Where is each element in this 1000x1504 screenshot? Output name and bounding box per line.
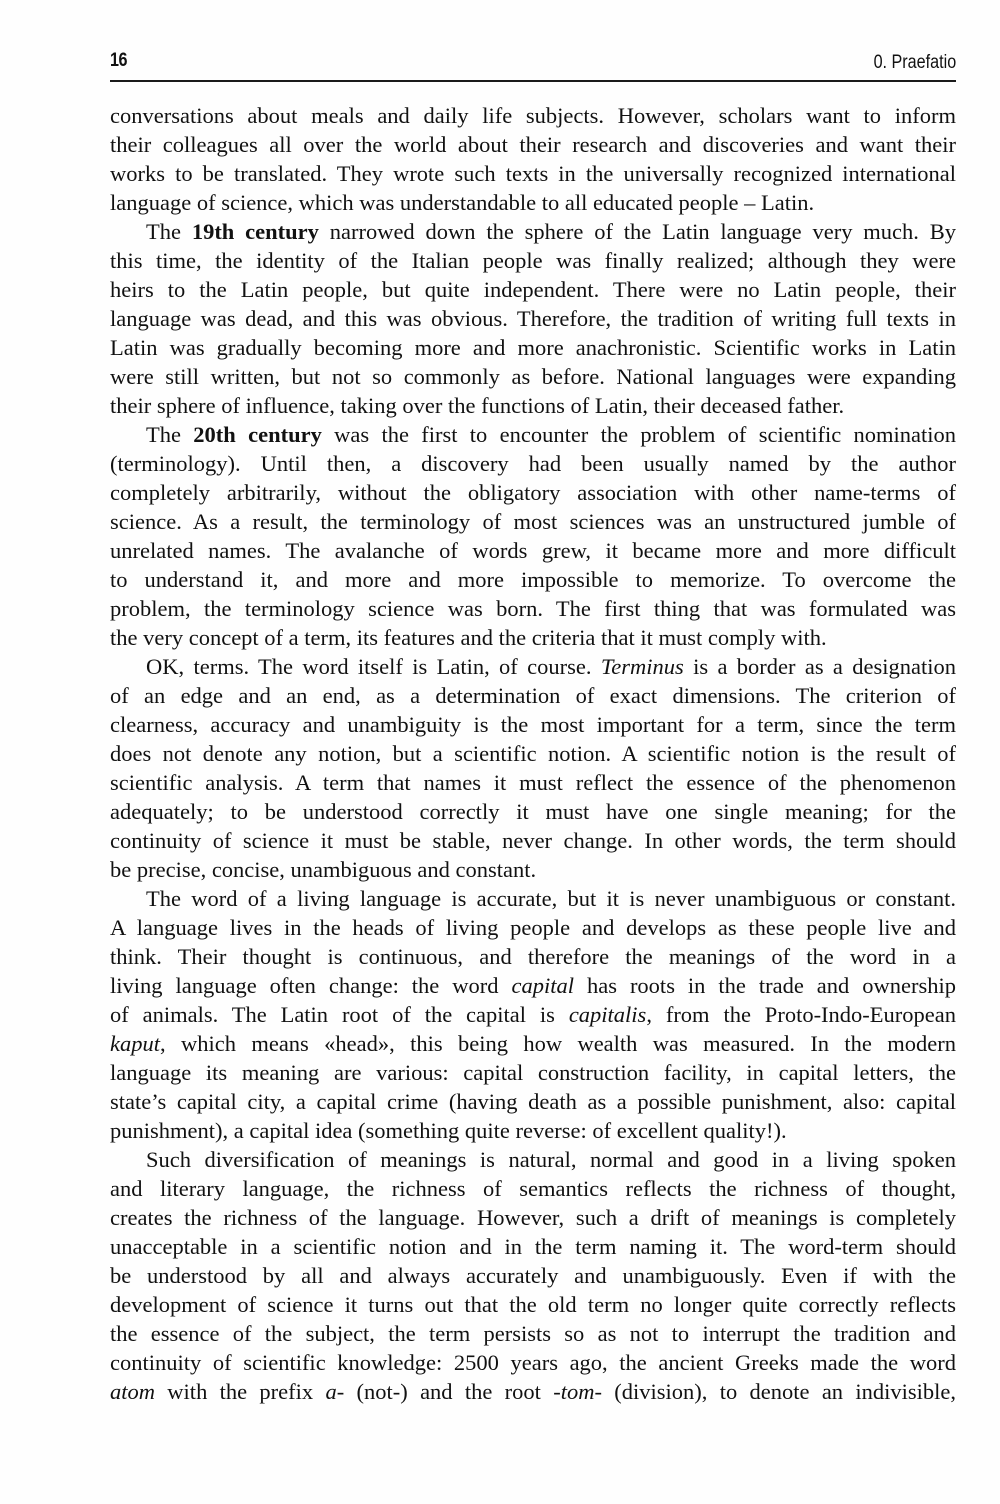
text-line <box>110 101 956 130</box>
bold-text: 20th century <box>193 422 322 447</box>
text-run: living language often change: the word <box>110 973 512 998</box>
text-run: be understood by all and always accurately and unambiguously. Even if with the <box>110 1263 956 1288</box>
text-run: adequately; to be understood correctly it must have one single meaning; for the <box>110 799 956 824</box>
text-line <box>110 710 956 739</box>
text-line <box>110 768 956 797</box>
text-line <box>110 449 956 478</box>
text-line <box>110 1145 956 1174</box>
text-run: unacceptable in a scientific notion and in the term naming it. The word-term should <box>110 1234 956 1259</box>
page-number: 16 <box>110 50 128 71</box>
text-run: unrelated names. The avalanche of words grew, it became more and more difficult <box>110 538 956 563</box>
text-line <box>110 1087 956 1116</box>
text-run: and literary language, the richness of semantics reflects the richness of thought, <box>110 1176 956 1201</box>
text-line <box>110 826 956 855</box>
text-run: science. As a result, the terminology of most sciences was an unstructured jumble of <box>110 509 956 534</box>
text-line <box>110 971 956 1000</box>
text-run: conversations about meals and daily life subjects. However, scholars want to inform <box>110 103 956 128</box>
text-line <box>110 884 956 913</box>
text-line <box>110 1174 956 1203</box>
text-run: state’s capital city, a capital crime (having death as a possible punishment, also: capital <box>110 1089 956 1114</box>
text-line <box>110 362 956 391</box>
text-line <box>110 275 956 304</box>
text-line <box>110 507 956 536</box>
text-line <box>110 420 956 449</box>
text-line <box>110 1203 956 1232</box>
text-run: was the first to encounter the problem of scientific nomination <box>321 422 956 447</box>
italic-text: capital <box>511 973 574 998</box>
text-line <box>110 681 956 710</box>
text-run: language of science, which was understandable to all educated people – Latin. <box>110 190 815 215</box>
text-run: , from the Proto-Indo-European <box>646 1002 957 1027</box>
page-header <box>110 48 956 82</box>
italic-text: capitalis <box>568 1002 647 1027</box>
text-run: this time, the identity of the Italian people was finally realized; although they were <box>110 248 956 273</box>
text-run: completely arbitrarily, without the obligatory association with other name-terms of <box>110 480 956 505</box>
text-line <box>110 130 956 159</box>
text-line <box>110 1348 956 1377</box>
paragraph <box>110 652 956 884</box>
text-run: Such diversification of meanings is natural, normal and good in a living spoken <box>146 1147 956 1172</box>
text-run: language was dead, and this was obvious. Therefore, the tradition of writing full texts in <box>110 306 956 331</box>
text-line <box>110 391 956 420</box>
text-run: punishment), a capital idea (something quite reverse: of excellent quality!). <box>110 1118 787 1143</box>
paragraph <box>110 217 956 420</box>
text-run: narrowed down the sphere of the Latin language very much. By <box>318 219 956 244</box>
text-run: (division), to denote an indivisible, <box>601 1379 956 1404</box>
text-line <box>110 1377 956 1406</box>
text-run: A language lives in the heads of living people and develops as these people live and <box>110 915 956 940</box>
paragraph <box>110 101 956 217</box>
text-run: OK, terms. The word itself is Latin, of course. <box>146 654 601 679</box>
text-run: the very concept of a term, its features and the criteria that it must comply with. <box>110 625 827 650</box>
text-run: to understand it, and more and more impossible to memorize. To overcome the <box>110 567 956 592</box>
text-run: continuity of scientific knowledge: 2500 years ago, the ancient Greeks made the word <box>110 1350 956 1375</box>
text-run: their sphere of influence, taking over the functions of Latin, their deceased father. <box>110 393 845 418</box>
text-run: , which means «head», this being how wealth was measured. In the modern <box>160 1031 956 1056</box>
text-run: with the prefix <box>155 1379 326 1404</box>
text-run: is a border as a designation <box>683 654 956 679</box>
body-text <box>110 101 956 1406</box>
text-line <box>110 536 956 565</box>
text-run: be precise, concise, unambiguous and constant. <box>110 857 537 882</box>
text-run: clearness, accuracy and unambiguity is the most important for a term, since the term <box>110 712 956 737</box>
text-line <box>110 1116 956 1145</box>
text-line <box>110 1058 956 1087</box>
text-run: problem, the terminology science was born. The first thing that was formulated was <box>110 596 956 621</box>
text-line <box>110 188 956 217</box>
text-run: the essence of the subject, the term persists so as not to interrupt the tradition and <box>110 1321 956 1346</box>
text-line <box>110 623 956 652</box>
text-run: language its meaning are various: capital construction facility, in capital letters, the <box>110 1060 956 1085</box>
text-line <box>110 478 956 507</box>
text-run: scientific analysis. A term that names it must reflect the essence of the phenomenon <box>110 770 956 795</box>
text-run: creates the richness of the language. However, such a drift of meanings is completely <box>110 1205 956 1230</box>
text-line <box>110 942 956 971</box>
text-line <box>110 739 956 768</box>
text-line <box>110 1029 956 1058</box>
text-line <box>110 1290 956 1319</box>
text-line <box>110 913 956 942</box>
text-line <box>110 565 956 594</box>
text-run: (terminology). Until then, a discovery had been usually named by the author <box>110 451 956 476</box>
italic-text: -tom- <box>553 1379 602 1404</box>
text-run: their colleagues all over the world about their research and discoveries and want their <box>110 132 956 157</box>
running-head: 0. Praefatio <box>873 52 956 73</box>
text-line <box>110 855 956 884</box>
text-run: heirs to the Latin people, but quite independent. There were no Latin people, their <box>110 277 956 302</box>
header-rule <box>110 80 956 82</box>
text-run: The <box>146 422 194 447</box>
paragraph <box>110 1145 956 1406</box>
text-run: were still written, but not so commonly as before. National languages were expanding <box>110 364 956 389</box>
text-run: works to be translated. They wrote such texts in the universally recognized international <box>110 161 956 186</box>
paragraph <box>110 884 956 1145</box>
italic-text: a- <box>325 1379 345 1404</box>
text-line <box>110 594 956 623</box>
text-line <box>110 652 956 681</box>
text-run: continuity of science it must be stable, never change. In other words, the term should <box>110 828 956 853</box>
italic-text: kaput <box>110 1031 160 1056</box>
text-run: Latin was gradually becoming more and more anachronistic. Scientific works in Latin <box>110 335 956 360</box>
text-run: has roots in the trade and ownership <box>574 973 957 998</box>
text-run: does not denote any notion, but a scientific notion. A scientific notion is the result of <box>110 741 956 766</box>
text-line <box>110 246 956 275</box>
text-run: of animals. The Latin root of the capital is <box>110 1002 569 1027</box>
italic-text: Terminus <box>600 654 684 679</box>
text-run: think. Their thought is continuous, and therefore the meanings of the word in a <box>110 944 956 969</box>
italic-text: atom <box>110 1379 155 1404</box>
text-line <box>110 304 956 333</box>
text-line <box>110 217 956 246</box>
text-run: (not-) and the root <box>344 1379 554 1404</box>
text-run: of an edge and an end, as a determination of exact dimensions. The criterion of <box>110 683 956 708</box>
text-run: development of science it turns out that the old term no longer quite correctly reflects <box>110 1292 956 1317</box>
bold-text: 19th century <box>191 219 319 244</box>
paragraph <box>110 420 956 652</box>
text-line <box>110 1232 956 1261</box>
text-line <box>110 1261 956 1290</box>
text-line <box>110 797 956 826</box>
text-line <box>110 1319 956 1348</box>
text-line <box>110 1000 956 1029</box>
text-run: The word of a living language is accurate, but it is never unambiguous or constant. <box>146 886 956 911</box>
text-run: The <box>146 219 192 244</box>
text-line <box>110 333 956 362</box>
text-line <box>110 159 956 188</box>
